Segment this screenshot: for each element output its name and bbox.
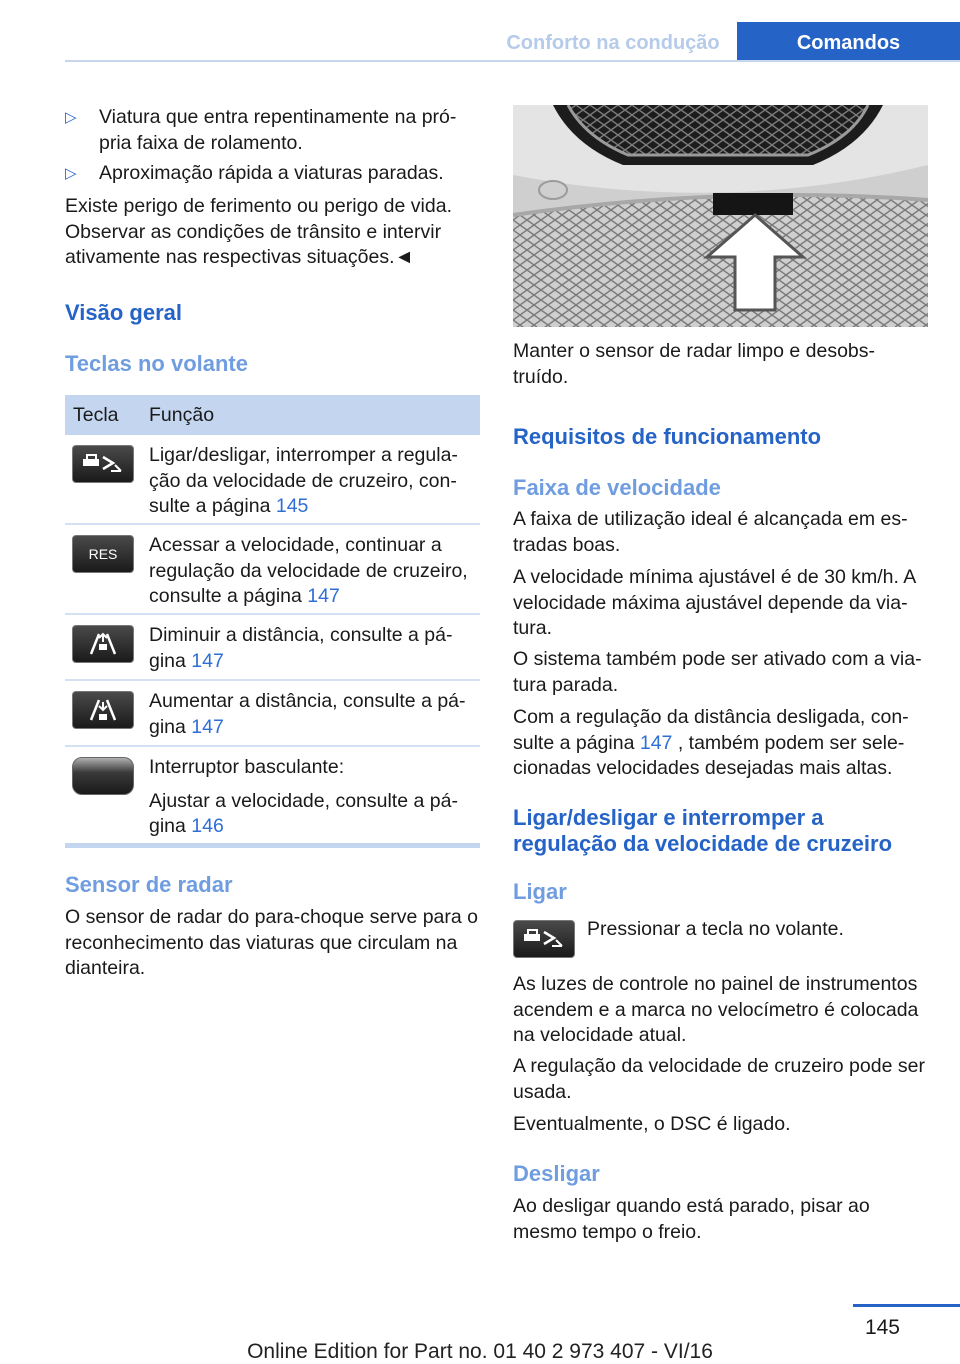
- decrease-distance-icon: [72, 625, 134, 663]
- page-link[interactable]: 147: [639, 731, 673, 754]
- heading-off: Desligar: [513, 1161, 600, 1186]
- paragraph: A regulação da velocidade de cruzeiro pode ser usada.: [513, 1055, 925, 1103]
- bullet-item: ▷ Aproximação rápida a viaturas paradas.: [65, 161, 480, 187]
- table-header: [65, 395, 480, 435]
- row-description: Diminuir a distância, consulte a pá-gina 147: [149, 624, 453, 672]
- paragraph: As luzes de controle no painel de instrumentos acendem e a marca no velocímetro é colocada na velocidade atual.: [513, 973, 919, 1046]
- heading-speed-range: Faixa de velocidade: [513, 475, 721, 500]
- keys-table: [65, 395, 480, 843]
- header-divider: [65, 60, 960, 62]
- chapter-tab[interactable]: Comandos: [737, 22, 960, 62]
- heading-requirements: Requisitos de funcionamento: [513, 424, 822, 449]
- increase-distance-icon: [72, 691, 134, 729]
- column-header-function: Função: [149, 404, 215, 426]
- row-description: Aumentar a distância, consulte a pá-gina 147: [149, 690, 466, 738]
- cruise-control-on-off-icon: [72, 445, 134, 483]
- row-description: Interruptor basculante: Ajustar a velocidade, consulte a pá-gina 146: [149, 756, 458, 837]
- radar-text: O sensor de radar do para-choque serve para o reconhecimento das viaturas que circulam na dianteira.: [65, 906, 478, 979]
- table-row: [65, 525, 480, 615]
- heading-steering-keys: Teclas no volante: [65, 351, 248, 376]
- page-link[interactable]: 146: [191, 815, 224, 837]
- paragraph: Ao desligar quando está parado, pisar ao mesmo tempo o freio.: [513, 1195, 870, 1243]
- page-link[interactable]: 147: [307, 585, 340, 607]
- step-text: Pressionar a tecla no volante.: [587, 918, 844, 940]
- paragraph: A velocidade mínima ajustável é de 30 km/h. A velocidade máxima ajustável depende da via-tura.: [513, 566, 916, 639]
- heading-on: Ligar: [513, 879, 567, 904]
- heading-radar-sensor: Sensor de radar: [65, 872, 233, 897]
- rocker-switch-icon: [72, 757, 134, 795]
- row-description: Ligar/desligar, interromper a regula-ção da velocidade de cruzeiro, con-sulte a página 145: [149, 444, 458, 517]
- page-link[interactable]: 147: [191, 649, 224, 672]
- table-row: [65, 681, 480, 747]
- page-link[interactable]: 145: [275, 495, 309, 517]
- bullet-item: ▷ Viatura que entra repentinamente na pró-pria faixa de rolamento.: [65, 106, 457, 154]
- triangle-bullet-icon: ▷: [65, 109, 77, 126]
- warning-text: Existe perigo de ferimento ou perigo de vida. Observar as condições de trânsito e intervir ativamente nas respectivas situações.◄: [65, 195, 452, 268]
- section-title: Conforto na condução: [506, 32, 720, 54]
- paragraph: O sistema também pode ser ativado com a via-tura parada.: [513, 648, 922, 696]
- page-number: 145: [864, 1316, 900, 1339]
- heading-overview: Visão geral: [65, 300, 182, 325]
- paragraph: A faixa de utilização ideal é alcançada em es-tradas boas.: [513, 508, 908, 556]
- radar-sensor-photo: [513, 105, 928, 327]
- cruise-control-on-off-icon: [513, 920, 575, 958]
- table-row: [65, 747, 480, 843]
- photo-caption: Manter o sensor de radar limpo e desobs-truído.: [513, 340, 876, 388]
- res-key-icon: RES: [72, 535, 134, 573]
- table-row: [65, 615, 480, 681]
- paragraph: Com a regulação da distância desligada, con-sulte a página 147 , também podem ser sele-cionadas velocidades desejadas mais altas.: [513, 706, 909, 779]
- edition-note: Online Edition for Part no. 01 40 2 973 407 - VI/16: [247, 1340, 713, 1363]
- triangle-bullet-icon: ▷: [65, 165, 77, 182]
- footer-rule: [853, 1304, 960, 1307]
- table-row: [65, 435, 480, 525]
- table-bottom-rule: [65, 843, 480, 848]
- row-description: Acessar a velocidade, continuar a regulação da velocidade de cruzeiro, consulte a página 147: [149, 534, 468, 607]
- page-link[interactable]: 147: [191, 715, 224, 738]
- column-header-key: Tecla: [73, 404, 119, 426]
- heading-on-off: Ligar/desligar e interromper a regulação da velocidade de cruzeiro: [513, 805, 893, 856]
- paragraph: Eventualmente, o DSC é ligado.: [513, 1113, 791, 1135]
